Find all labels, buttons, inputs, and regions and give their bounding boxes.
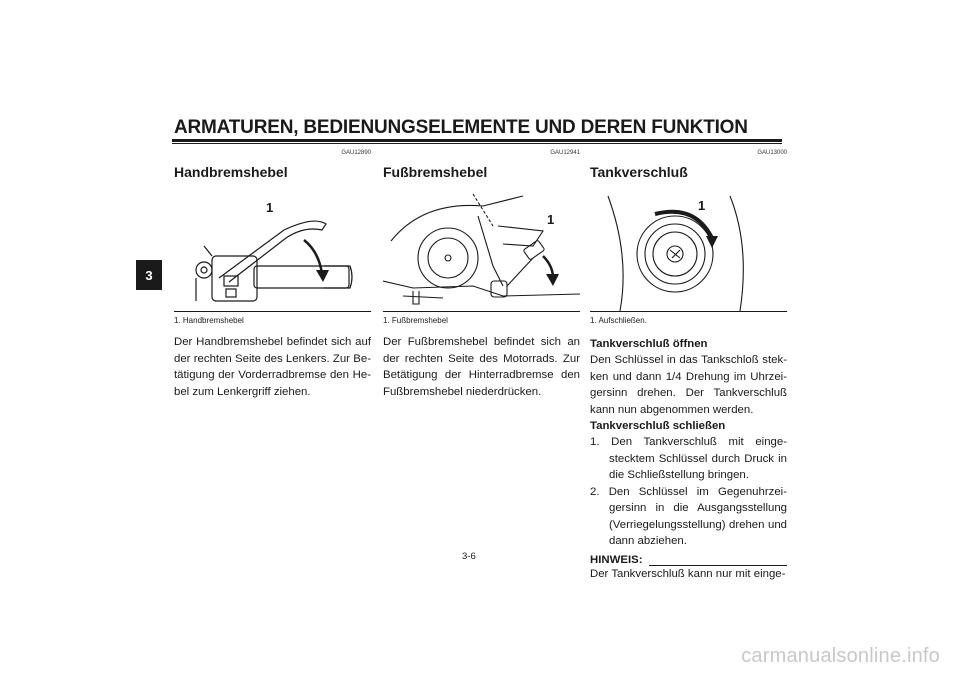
figure-caption: 1. Fußbremshebel: [383, 316, 448, 325]
subheading-open: Tankverschluß öffnen: [590, 338, 708, 350]
step-item: 1. Den Tankverschluß mit eingestecktem Schlüssel durch Druck in die Schließstellung bringen.: [590, 436, 787, 481]
arrow-icon: [546, 274, 559, 286]
arrow-icon: [316, 270, 329, 282]
footbrake-lever-illustration: [383, 186, 580, 311]
figure-caption: 1. Handbremshebel: [174, 316, 244, 325]
section-body: Der Handbremshebel befindet sich auf der rechten Seite des Lenkers. Zur Betätigung der Vorderradbremse den Hebel zum Lenkergriff ziehen.: [174, 336, 371, 398]
chapter-tab: 3: [136, 260, 162, 290]
figure-caption: 1. Aufschließen.: [590, 316, 647, 325]
note-header: [590, 554, 787, 566]
subheading-close: Tankverschluß schließen: [590, 420, 726, 432]
footbrake-figure: [383, 186, 580, 312]
section-footbrake: [383, 150, 580, 400]
close-steps: [590, 434, 787, 550]
fuel-cap-figure: [590, 186, 787, 312]
section-fuel-cap: [590, 150, 787, 582]
section-code: GAU12890: [341, 150, 371, 156]
fuel-cap-illustration: [590, 186, 787, 311]
section-handbrake: [174, 150, 371, 400]
watermark: carmanualsonline.info: [741, 645, 940, 667]
section-heading: Fußbremshebel: [383, 164, 488, 180]
note-text: Der Tankverschluß kann nur mit einge-: [590, 567, 786, 580]
title-rule-thin: [172, 143, 782, 144]
arrow-icon: [706, 236, 718, 248]
page-title: ARMATUREN, BEDIENUNGSELEMENTE UND DEREN FUNKTION: [174, 117, 748, 138]
note-label: HINWEIS:: [590, 553, 643, 566]
section-heading: Tankverschluß: [590, 164, 688, 180]
section-heading: Handbremshebel: [174, 164, 288, 180]
figure-callout: 1: [266, 200, 274, 215]
section-body: Der Fußbremshebel befindet sich an der rechten Seite des Motorrads. Zur Betätigung der Hinterradbremse den Fußbremshebel niederdrücken.: [383, 336, 580, 398]
open-instructions: Den Schlüssel in das Tankschloß stekken und dann 1/4 Drehung im Uhrzeigersinn drehen. Der Tankverschluß kann nun abgenommen werden.: [590, 354, 787, 416]
note-rule: [649, 555, 787, 566]
step-item: 2. Den Schlüssel im Gegenuhrzeigersinn in die Ausgangsstellung (Verriegelungsstellung) drehen und dann abziehen.: [590, 485, 787, 547]
title-rule: [172, 139, 782, 142]
figure-callout: 1: [547, 212, 555, 227]
page-number: 3-6: [462, 551, 476, 562]
section-code: GAU13000: [757, 150, 787, 156]
section-code: GAU12941: [550, 150, 580, 156]
handbrake-figure: [174, 186, 371, 312]
figure-callout: 1: [698, 198, 706, 213]
